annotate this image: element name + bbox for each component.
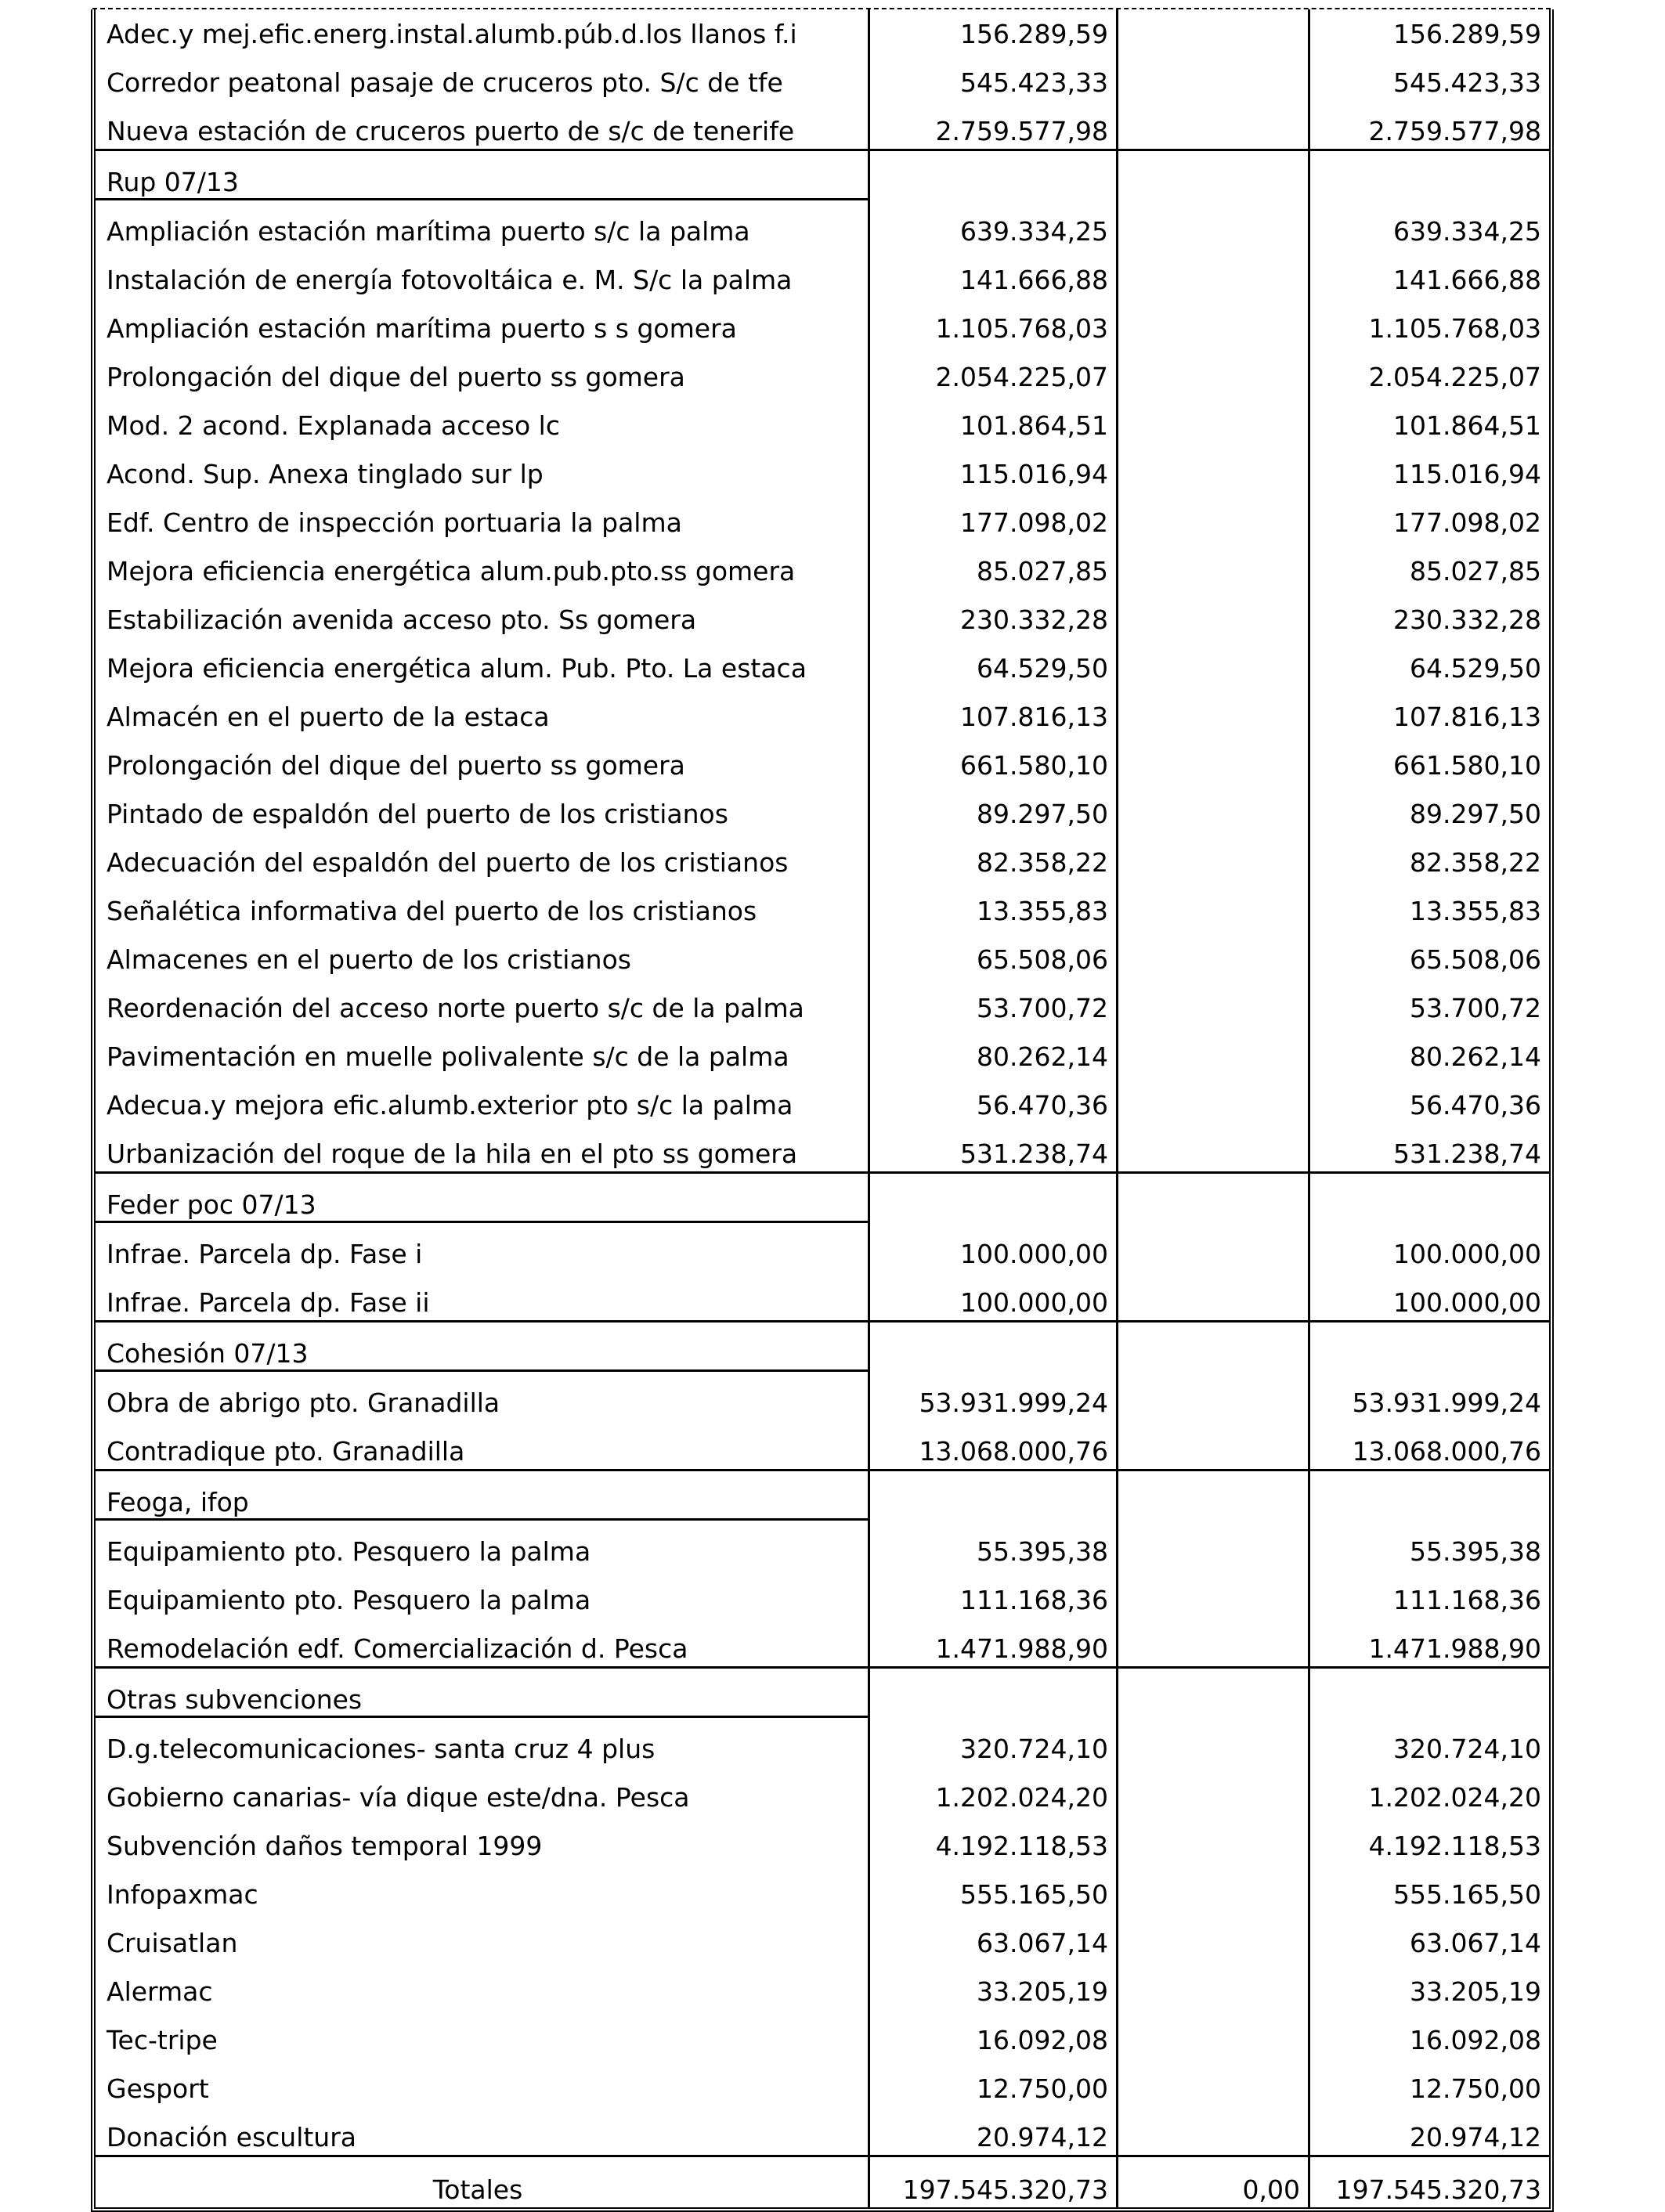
mid-cell — [1118, 1961, 1310, 2009]
amount-cell: 1.105.768,03 — [870, 298, 1118, 346]
table-row — [96, 832, 1549, 880]
empty-cell — [1310, 1323, 1549, 1372]
table-row — [96, 1961, 1549, 2009]
mid-cell — [1118, 200, 1310, 249]
total-cell: 12.750,00 — [1410, 2073, 1541, 2104]
empty-cell — [870, 1669, 1118, 1718]
mid-cell — [1118, 2106, 1310, 2155]
mid-cell — [1118, 637, 1310, 686]
table-row — [96, 1521, 1549, 1569]
table-row — [96, 1815, 1549, 1864]
table-row — [96, 880, 1549, 929]
total-cell: 230.332,28 — [1393, 604, 1541, 635]
total-cell: 2.759.577,98 — [1310, 100, 1549, 151]
total-cell: 53.931.999,24 — [1352, 1387, 1541, 1418]
total-cell: 85.027,85 — [1410, 556, 1541, 586]
table-row — [96, 734, 1549, 783]
total-cell: 64.529,50 — [1410, 653, 1541, 684]
amount-cell: 101.864,51 — [870, 395, 1118, 443]
concept-cell: Mod. 2 acond. Explanada acceso lc — [96, 395, 870, 443]
concept-cell: Prolongación del dique del puerto ss gomera — [96, 734, 870, 783]
concept-cell: Corredor peatonal pasaje de cruceros pto. S/c de tfe — [96, 52, 870, 100]
total-cell: 545.423,33 — [1393, 67, 1541, 98]
amount-cell: 639.334,25 — [870, 200, 1118, 249]
table-row — [96, 1123, 1549, 1174]
amount-cell: 20.974,12 — [870, 2106, 1118, 2155]
amount-cell: 141.666,88 — [870, 249, 1118, 298]
concept-cell: Subvención daños temporal 1999 — [96, 1815, 870, 1864]
section-header-row — [96, 1174, 1549, 1223]
table-row — [96, 1864, 1549, 1912]
mid-cell — [1118, 1123, 1310, 1174]
concept-cell: Infopaxmac — [96, 1864, 870, 1912]
empty-cell — [870, 151, 1118, 200]
table-row — [96, 492, 1549, 540]
concept-cell: Infrae. Parcela dp. Fase i — [96, 1223, 870, 1272]
mid-cell — [1118, 1372, 1310, 1420]
total-cell: 661.580,10 — [1393, 750, 1541, 781]
empty-cell — [1118, 1323, 1310, 1372]
totals-total: 197.545.320,73 — [1310, 2155, 1549, 2207]
table-row — [96, 2106, 1549, 2155]
concept-cell: Almacén en el puerto de la estaca — [96, 686, 870, 734]
concept-cell: Instalación de energía fotovoltáica e. M. S/c la palma — [96, 249, 870, 298]
grants-table — [91, 9, 1554, 2212]
mid-cell — [1118, 734, 1310, 783]
mid-cell — [1118, 395, 1310, 443]
total-cell: 177.098,02 — [1393, 507, 1541, 538]
total-cell: 20.974,12 — [1410, 2122, 1541, 2152]
concept-cell: Pavimentación en muelle polivalente s/c de la palma — [96, 1026, 870, 1074]
concept-cell: Urbanización del roque de la hila en el pto ss gomera — [96, 1123, 870, 1174]
total-cell: 63.067,14 — [1410, 1928, 1541, 1958]
total-cell: 13.355,83 — [1410, 896, 1541, 926]
total-cell: 555.165,50 — [1393, 1879, 1541, 1910]
amount-cell: 177.098,02 — [870, 492, 1118, 540]
concept-cell: Mejora eficiencia energética alum. Pub. Pto. La estaca — [96, 637, 870, 686]
mid-cell — [1118, 443, 1310, 492]
mid-cell — [1118, 1569, 1310, 1618]
concept-cell: Cruisatlan — [96, 1912, 870, 1961]
amount-cell: 320.724,10 — [870, 1718, 1118, 1766]
total-cell: 53.700,72 — [1410, 993, 1541, 1023]
table-row — [96, 100, 1549, 151]
concept-cell: Edf. Centro de inspección portuaria la palma — [96, 492, 870, 540]
empty-cell — [1310, 1669, 1549, 1718]
concept-cell: Estabilización avenida acceso pto. Ss gomera — [96, 589, 870, 637]
empty-cell — [1118, 1669, 1310, 1718]
total-cell: 639.334,25 — [1393, 216, 1541, 247]
amount-cell: 12.750,00 — [870, 2058, 1118, 2106]
total-cell: 13.068.000,76 — [1310, 1420, 1549, 1471]
total-cell: 1.471.988,90 — [1310, 1618, 1549, 1669]
concept-cell: Obra de abrigo pto. Granadilla — [96, 1372, 870, 1420]
total-cell: 16.092,08 — [1410, 2025, 1541, 2055]
mid-cell — [1118, 1912, 1310, 1961]
amount-cell: 63.067,14 — [870, 1912, 1118, 1961]
table-row — [96, 929, 1549, 977]
amount-cell: 230.332,28 — [870, 589, 1118, 637]
empty-cell — [1310, 1174, 1549, 1223]
amount-cell: 545.423,33 — [870, 52, 1118, 100]
total-cell: 111.168,36 — [1393, 1585, 1541, 1615]
total-cell: 80.262,14 — [1410, 1041, 1541, 1072]
mid-cell — [1118, 929, 1310, 977]
concept-cell: D.g.telecomunicaciones- santa cruz 4 plus — [96, 1718, 870, 1766]
concept-cell: Prolongación del dique del puerto ss gomera — [96, 346, 870, 395]
mid-cell — [1118, 100, 1310, 151]
table-row — [96, 1026, 1549, 1074]
table-row — [96, 9, 1549, 52]
total-cell: 33.205,19 — [1410, 1976, 1541, 2007]
empty-cell — [870, 1323, 1118, 1372]
concept-cell: Adec.y mej.efic.energ.instal.alumb.púb.d.los llanos f.i — [96, 9, 870, 52]
total-cell: 115.016,94 — [1393, 459, 1541, 489]
amount-cell: 53.931.999,24 — [870, 1372, 1118, 1420]
total-cell: 65.508,06 — [1410, 944, 1541, 975]
concept-cell: Equipamiento pto. Pesquero la palma — [96, 1569, 870, 1618]
amount-cell: 65.508,06 — [870, 929, 1118, 977]
table-row — [96, 977, 1549, 1026]
grants-table-body — [96, 9, 1549, 2155]
table-row — [96, 395, 1549, 443]
amount-cell: 156.289,59 — [870, 9, 1118, 52]
mid-cell — [1118, 783, 1310, 832]
table-row — [96, 1420, 1549, 1471]
total-cell: 4.192.118,53 — [1368, 1831, 1541, 1861]
concept-cell: Adecuación del espaldón del puerto de los cristianos — [96, 832, 870, 880]
total-cell: 101.864,51 — [1393, 410, 1541, 441]
section-title: Otras subvenciones — [96, 1669, 870, 1718]
concept-cell: Nueva estación de cruceros puerto de s/c de tenerife — [96, 100, 870, 151]
amount-cell: 56.470,36 — [870, 1074, 1118, 1123]
amount-cell: 1.202.024,20 — [870, 1766, 1118, 1815]
total-cell: 107.816,13 — [1393, 702, 1541, 732]
amount-cell: 4.192.118,53 — [870, 1815, 1118, 1864]
section-header-row — [96, 1471, 1549, 1521]
total-cell: 531.238,74 — [1310, 1123, 1549, 1174]
table-row — [96, 200, 1549, 249]
amount-cell: 100.000,00 — [870, 1223, 1118, 1272]
empty-cell — [1118, 1471, 1310, 1521]
amount-cell: 80.262,14 — [870, 1026, 1118, 1074]
concept-cell: Donación escultura — [96, 2106, 870, 2155]
mid-cell — [1118, 1864, 1310, 1912]
amount-cell: 33.205,19 — [870, 1961, 1118, 2009]
amount-cell: 13.068.000,76 — [870, 1420, 1118, 1471]
table-row — [96, 540, 1549, 589]
table-row — [96, 1912, 1549, 1961]
section-title: Rup 07/13 — [96, 151, 870, 200]
totals-row — [96, 2155, 1549, 2207]
amount-cell: 89.297,50 — [870, 783, 1118, 832]
table-row — [96, 1372, 1549, 1420]
amount-cell: 2.054.225,07 — [870, 346, 1118, 395]
table-row — [96, 298, 1549, 346]
totals-label: Totales — [96, 2155, 870, 2207]
table-row — [96, 783, 1549, 832]
concept-cell: Pintado de espaldón del puerto de los cristianos — [96, 783, 870, 832]
table-row — [96, 2058, 1549, 2106]
total-cell: 100.000,00 — [1393, 1239, 1541, 1269]
amount-cell: 53.700,72 — [870, 977, 1118, 1026]
amount-cell: 13.355,83 — [870, 880, 1118, 929]
mid-cell — [1118, 540, 1310, 589]
total-cell: 56.470,36 — [1410, 1090, 1541, 1120]
table-row — [96, 1569, 1549, 1618]
table-row — [96, 1766, 1549, 1815]
totals-mid: 0,00 — [1118, 2155, 1310, 2207]
mid-cell — [1118, 589, 1310, 637]
total-cell: 55.395,38 — [1410, 1536, 1541, 1567]
mid-cell — [1118, 1618, 1310, 1669]
concept-cell: Acond. Sup. Anexa tinglado sur lp — [96, 443, 870, 492]
totals-amount: 197.545.320,73 — [870, 2155, 1118, 2207]
mid-cell — [1118, 977, 1310, 1026]
amount-cell: 115.016,94 — [870, 443, 1118, 492]
mid-cell — [1118, 298, 1310, 346]
concept-cell: Contradique pto. Granadilla — [96, 1420, 870, 1471]
mid-cell — [1118, 880, 1310, 929]
amount-cell: 2.759.577,98 — [870, 100, 1118, 151]
mid-cell — [1118, 1272, 1310, 1323]
amount-cell: 55.395,38 — [870, 1521, 1118, 1569]
total-cell: 1.105.768,03 — [1368, 313, 1541, 344]
concept-cell: Alermac — [96, 1961, 870, 2009]
amount-cell: 16.092,08 — [870, 2009, 1118, 2058]
mid-cell — [1118, 346, 1310, 395]
table-row — [96, 52, 1549, 100]
concept-cell: Infrae. Parcela dp. Fase ii — [96, 1272, 870, 1323]
concept-cell: Adecua.y mejora efic.alumb.exterior pto s/c la palma — [96, 1074, 870, 1123]
concept-cell: Tec-tripe — [96, 2009, 870, 2058]
section-header-row — [96, 1669, 1549, 1718]
concept-cell: Remodelación edf. Comercialización d. Pesca — [96, 1618, 870, 1669]
mid-cell — [1118, 2058, 1310, 2106]
amount-cell: 111.168,36 — [870, 1569, 1118, 1618]
empty-cell — [1310, 1471, 1549, 1521]
amount-cell: 107.816,13 — [870, 686, 1118, 734]
empty-cell — [870, 1174, 1118, 1223]
amount-cell: 531.238,74 — [870, 1123, 1118, 1174]
mid-cell — [1118, 1718, 1310, 1766]
section-title: Feoga, ifop — [96, 1471, 870, 1521]
table-row — [96, 443, 1549, 492]
table-row — [96, 346, 1549, 395]
mid-cell — [1118, 1026, 1310, 1074]
table-row — [96, 637, 1549, 686]
section-title: Feder poc 07/13 — [96, 1174, 870, 1223]
concept-cell: Gobierno canarias- vía dique este/dna. Pesca — [96, 1766, 870, 1815]
amount-cell: 100.000,00 — [870, 1272, 1118, 1323]
mid-cell — [1118, 1223, 1310, 1272]
table-row — [96, 2009, 1549, 2058]
total-cell: 141.666,88 — [1393, 265, 1541, 295]
mid-cell — [1118, 1766, 1310, 1815]
concept-cell: Reordenación del acceso norte puerto s/c de la palma — [96, 977, 870, 1026]
table-row — [96, 686, 1549, 734]
mid-cell — [1118, 9, 1310, 52]
mid-cell — [1118, 249, 1310, 298]
amount-cell: 82.358,22 — [870, 832, 1118, 880]
table-row — [96, 589, 1549, 637]
total-cell: 1.202.024,20 — [1368, 1782, 1541, 1813]
empty-cell — [1118, 151, 1310, 200]
total-cell: 100.000,00 — [1310, 1272, 1549, 1323]
mid-cell — [1118, 1815, 1310, 1864]
empty-cell — [1118, 1174, 1310, 1223]
table-row — [96, 1272, 1549, 1323]
concept-cell: Equipamiento pto. Pesquero la palma — [96, 1521, 870, 1569]
section-header-row — [96, 1323, 1549, 1372]
total-cell: 2.054.225,07 — [1368, 362, 1541, 392]
empty-cell — [1310, 151, 1549, 200]
amount-cell: 555.165,50 — [870, 1864, 1118, 1912]
mid-cell — [1118, 686, 1310, 734]
mid-cell — [1118, 1074, 1310, 1123]
section-header-row — [96, 151, 1549, 200]
concept-cell: Señalética informativa del puerto de los cristianos — [96, 880, 870, 929]
amount-cell: 661.580,10 — [870, 734, 1118, 783]
table-row — [96, 1618, 1549, 1669]
total-cell: 156.289,59 — [1393, 19, 1541, 49]
empty-cell — [870, 1471, 1118, 1521]
concept-cell: Ampliación estación marítima puerto s s gomera — [96, 298, 870, 346]
concept-cell: Mejora eficiencia energética alum.pub.pto.ss gomera — [96, 540, 870, 589]
amount-cell: 1.471.988,90 — [870, 1618, 1118, 1669]
table-row — [96, 1718, 1549, 1766]
concept-cell: Ampliación estación marítima puerto s/c la palma — [96, 200, 870, 249]
total-cell: 320.724,10 — [1393, 1734, 1541, 1764]
table-row — [96, 1223, 1549, 1272]
mid-cell — [1118, 2009, 1310, 2058]
mid-cell — [1118, 52, 1310, 100]
total-cell: 82.358,22 — [1410, 847, 1541, 878]
amount-cell: 64.529,50 — [870, 637, 1118, 686]
section-title: Cohesión 07/13 — [96, 1323, 870, 1372]
total-cell: 89.297,50 — [1410, 799, 1541, 829]
mid-cell — [1118, 1521, 1310, 1569]
amount-cell: 85.027,85 — [870, 540, 1118, 589]
mid-cell — [1118, 492, 1310, 540]
mid-cell — [1118, 832, 1310, 880]
concept-cell: Almacenes en el puerto de los cristianos — [96, 929, 870, 977]
table-row — [96, 249, 1549, 298]
table-row — [96, 1074, 1549, 1123]
concept-cell: Gesport — [96, 2058, 870, 2106]
mid-cell — [1118, 1420, 1310, 1471]
